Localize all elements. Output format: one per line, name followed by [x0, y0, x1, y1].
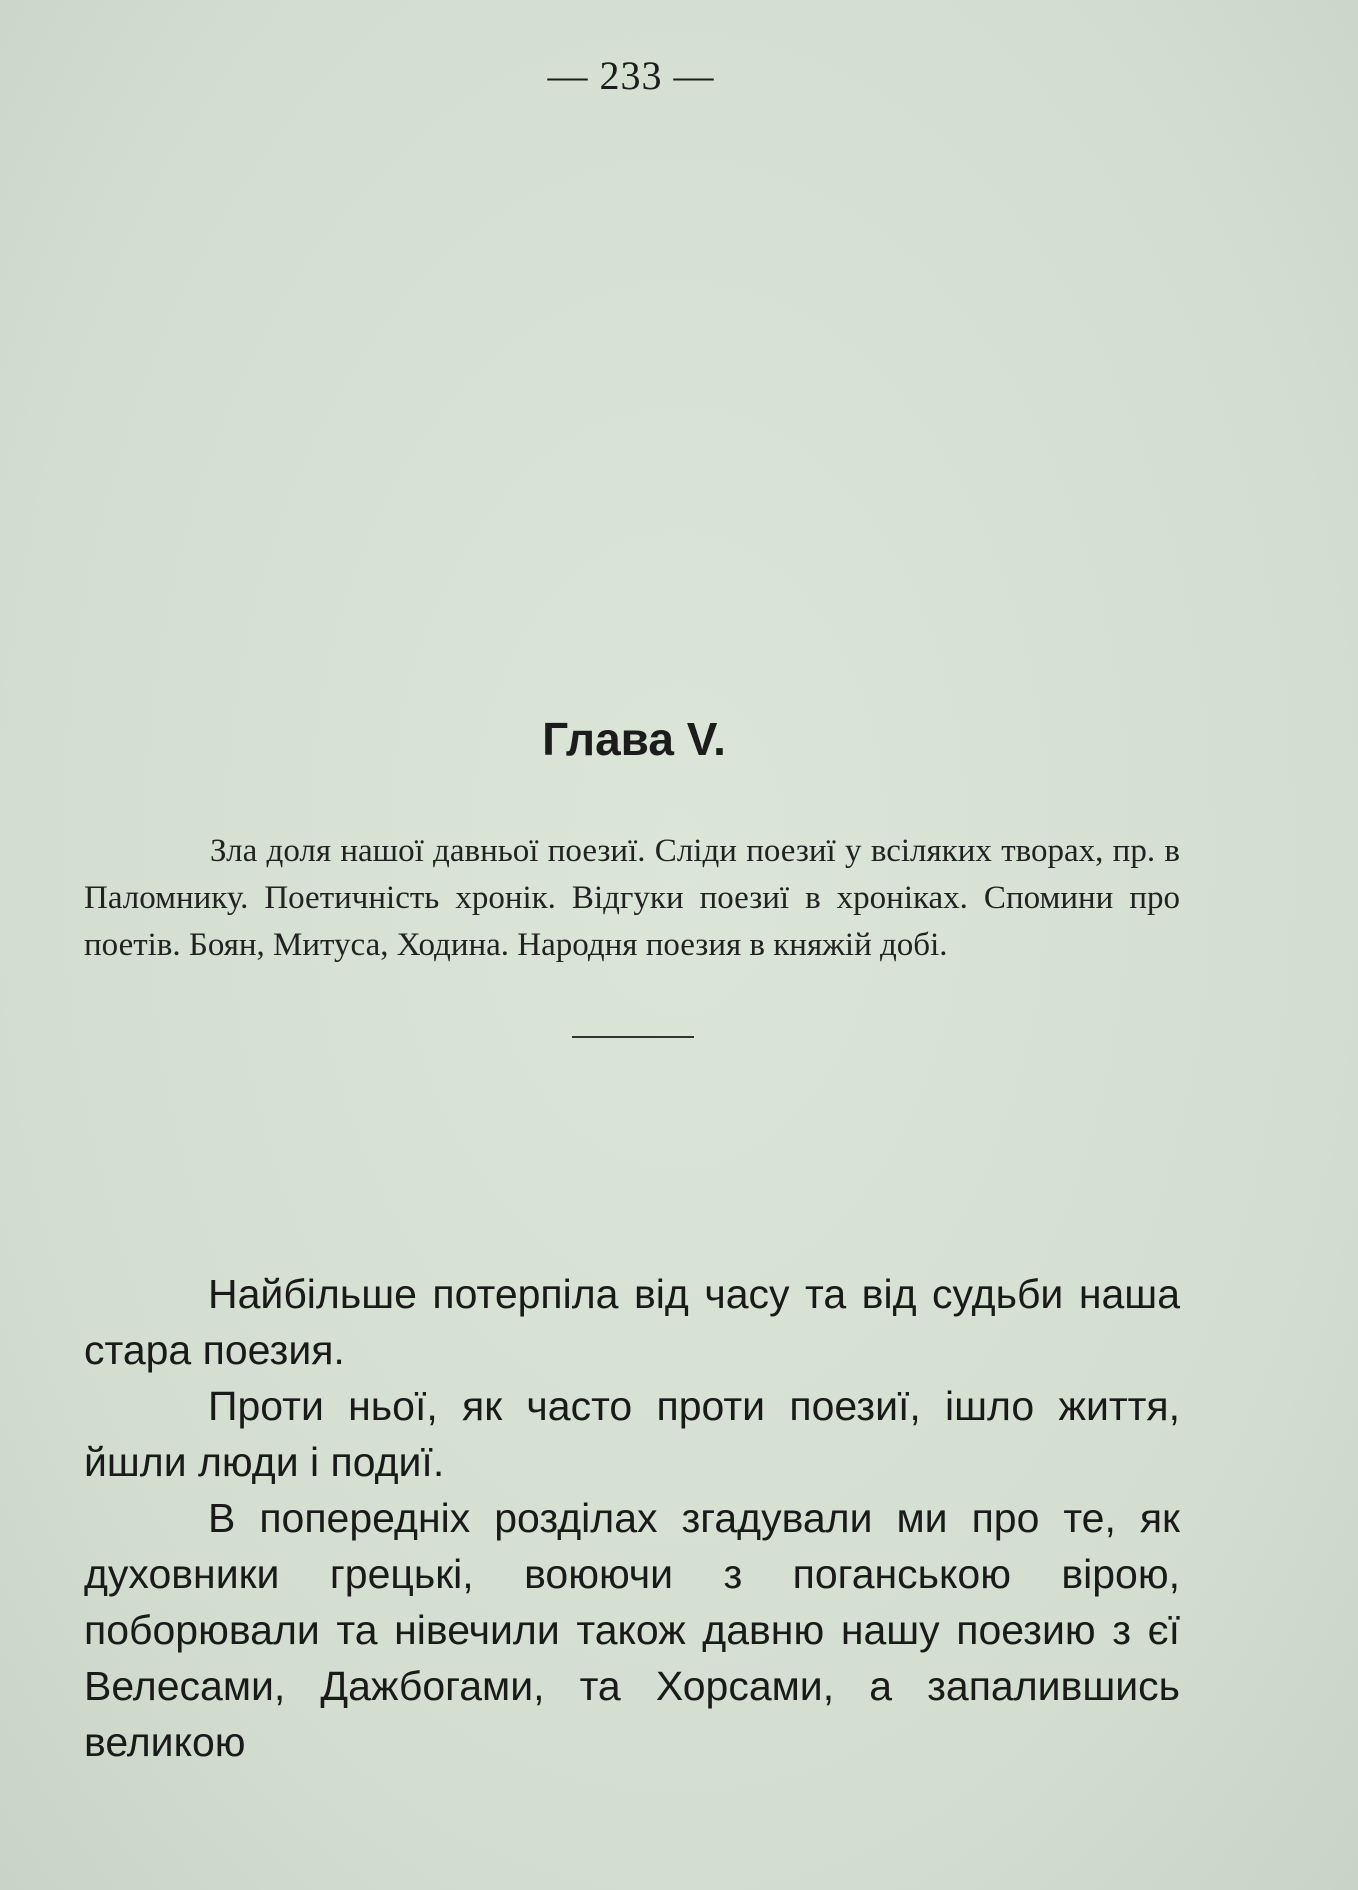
paragraph-1: Найбільше потерпіла від часу та від судьби наша стара поезия. — [84, 1271, 1180, 1373]
body-text — [84, 1266, 1180, 1770]
paragraph-3: В попередніх розділах згадували ми про те, як духовники грецькі, воюючи з поганською вірою, поборювали та нівечили також давню нашу поезию з єї Велесами, Дажбогами, та Хорсами, а запалившись великою — [84, 1495, 1180, 1765]
chapter-title: Глава V. — [542, 713, 726, 765]
page-number: — 233 — — [547, 53, 715, 98]
paragraph-2: Проти ньої, як часто проти поезиї, ішло життя, йшли люди і подиї. — [84, 1383, 1180, 1485]
chapter-summary: Зла доля нашої давньої поезиї. Сліди поезиї у всіляких творах, пр. в Паломнику. Поетичність хронік. Відгуки поезиї в хроніках. Спомини про поетів. Боян, Митуса, Ходина. Народня поезия в княжій добі. — [84, 833, 1180, 963]
section-divider — [572, 1036, 694, 1038]
